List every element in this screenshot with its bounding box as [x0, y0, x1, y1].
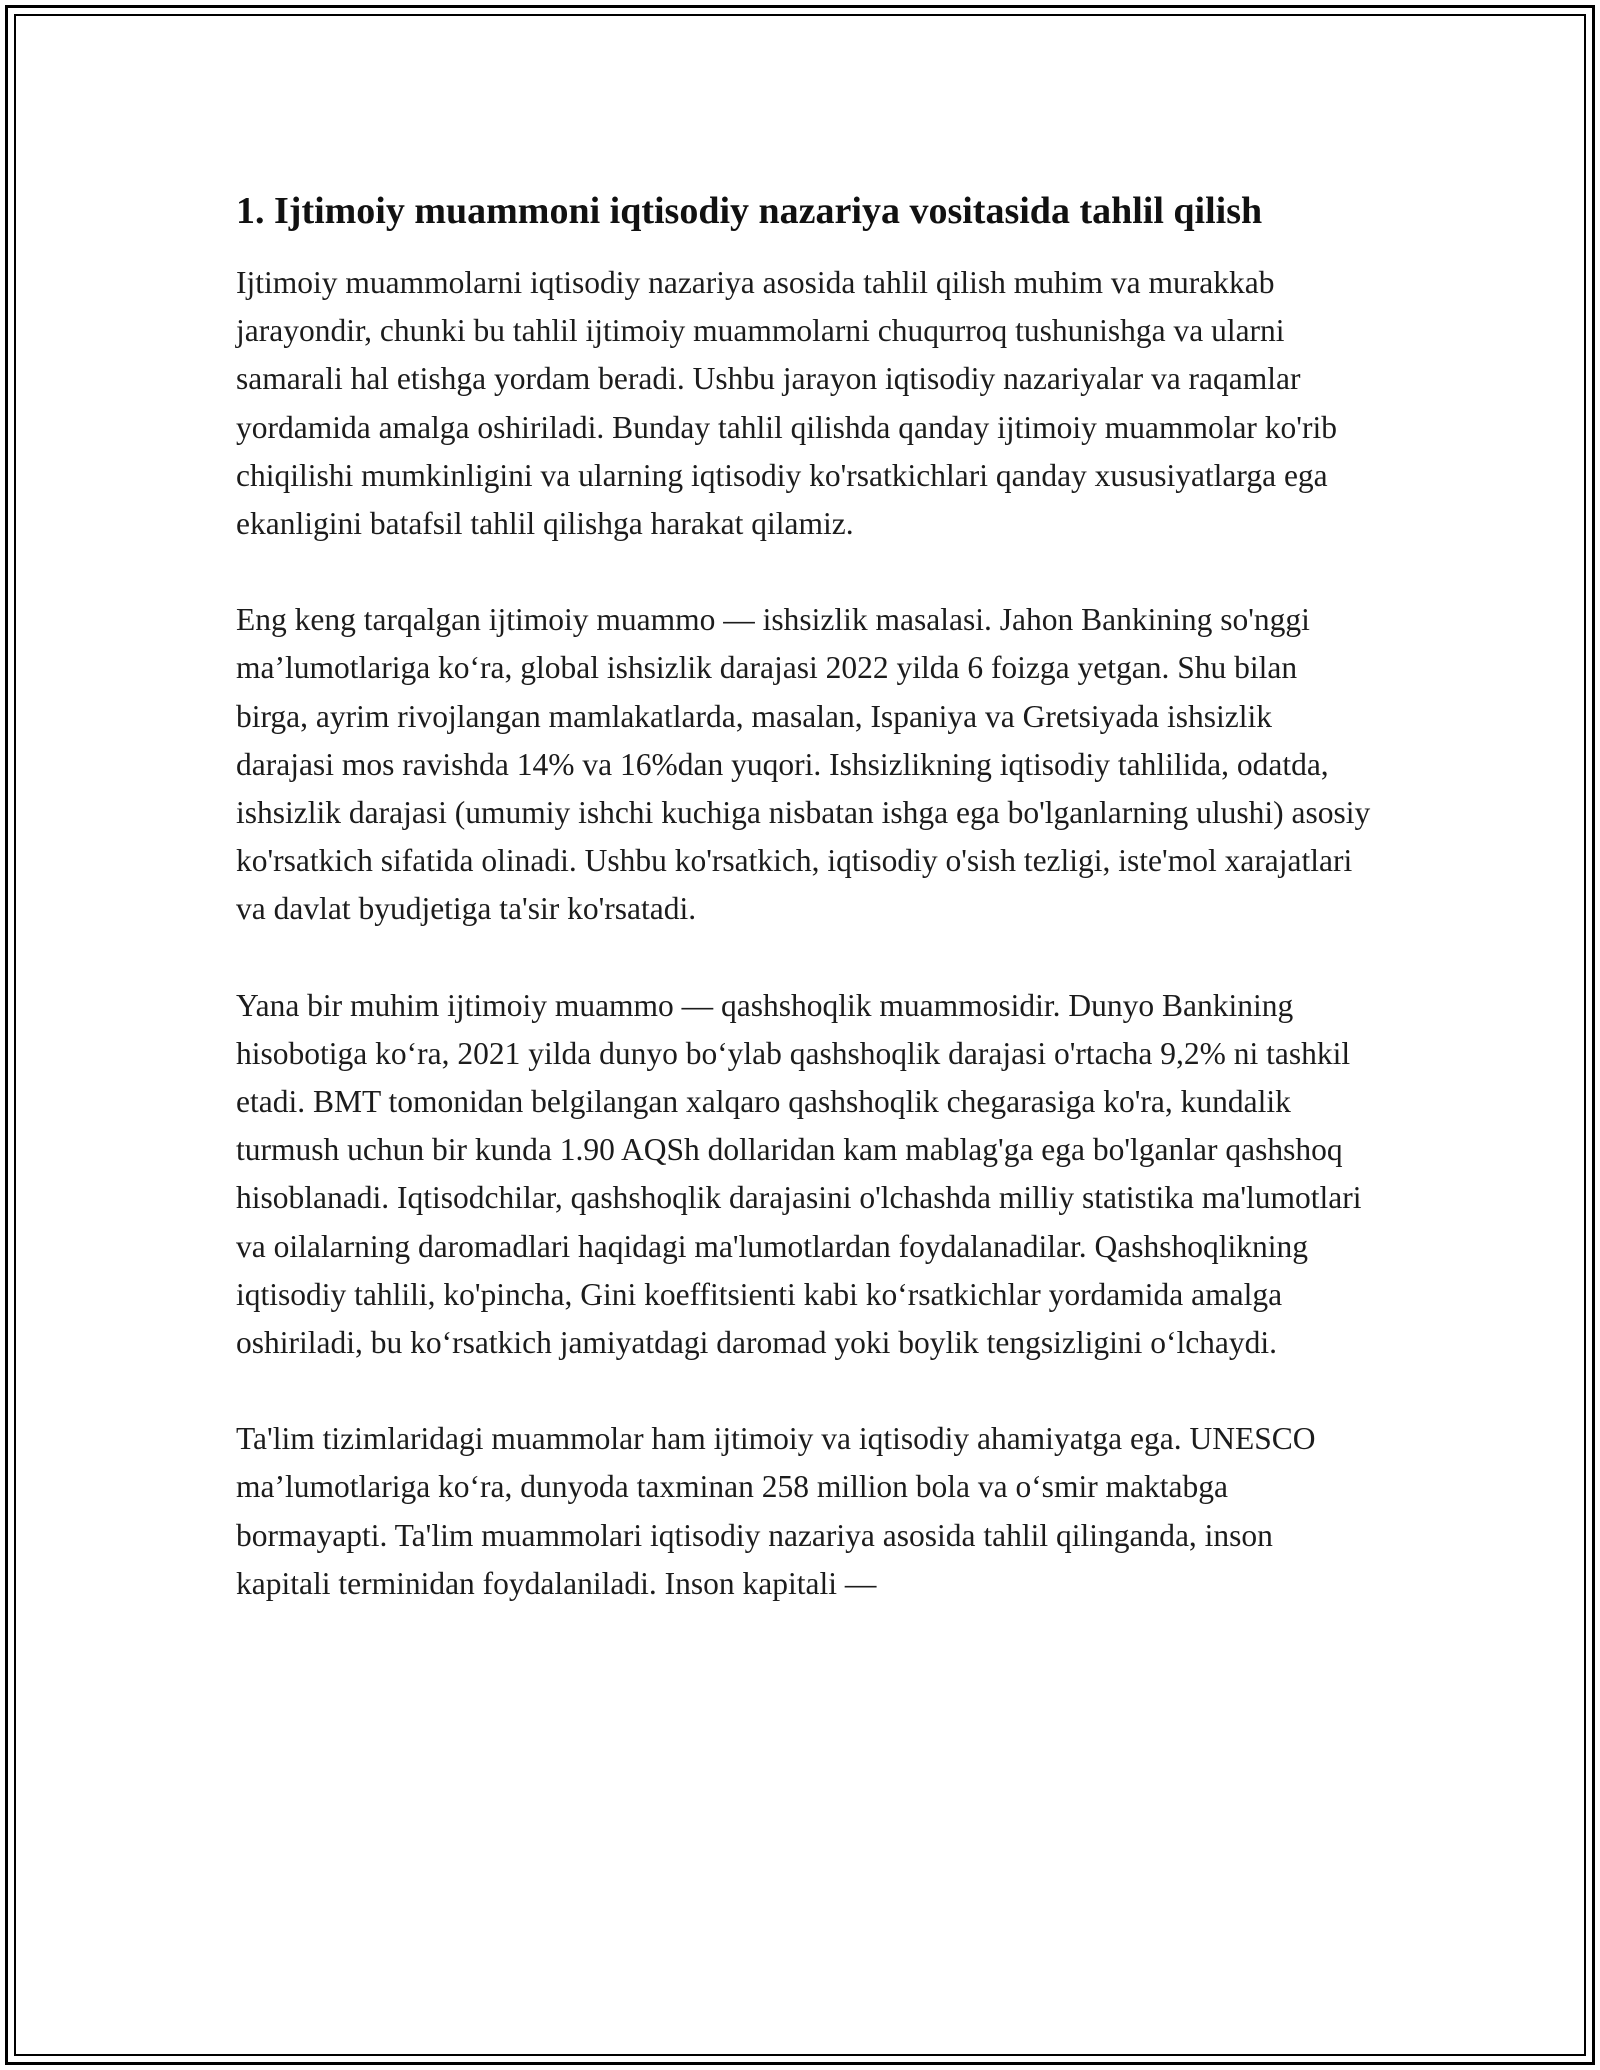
section-heading: 1. Ijtimoiy muammoni iqtisodiy nazariya vositasida tahlil qilish [236, 190, 1263, 232]
document-body [236, 184, 1372, 1656]
paragraph-unemployment: Eng keng tarqalgan ijtimoiy muammo — ishsizlik masalasi. Jahon Bankining so'nggi ma’lumotlariga ko‘ra, global ishsizlik darajasi 2022 yilda 6 foizga yetgan. Shu bilan birga, ayrim rivojlangan mamlakatlarda, masalan, Ispaniya va Gretsiyada ishsizlik darajasi mos ravishda 14% va 16%dan yuqori. Ishsizlikning iqtisodiy tahlilida, odatda, ishsizlik darajasi (umumiy ishchi kuchiga nisbatan ishga ega bo'lganlarning ulushi) asosiy ko'rsatkich sifatida olinadi. Ushbu ko'rsatkich, iqtisodiy o'sish tezligi, iste'mol xarajatlari va davlat byudjetiga ta'sir ko'rsatadi. [236, 602, 1371, 927]
paragraph-poverty: Yana bir muhim ijtimoiy muammo — qashshoqlik muammosidir. Dunyo Bankining hisobotiga ko‘ra, 2021 yilda dunyo bo‘ylab qashshoqlik darajasi o'rtacha 9,2% ni tashkil etadi. BMT tomonidan belgilangan xalqaro qashshoqlik chegarasiga ko'ra, kundalik turmush uchun bir kunda 1.90 AQSh dollaridan kam mablag'ga ega bo'lganlar qashshoq hisoblanadi. Iqtisodchilar, qashshoqlik darajasini o'lchashda milliy statistika ma'lumotlari va oilalarning daromadlari haqidagi ma'lumotlardan foydalanadilar. Qashshoqlikning iqtisodiy tahlili, ko'pincha, Gini koeffitsienti kabi ko‘rsatkichlar yordamida amalga oshiriladi, bu ko‘rsatkich jamiyatdagi daromad yoki boylik tengsizligini o‘lchaydi. [236, 987, 1362, 1361]
paragraph-education: Ta'lim tizimlaridagi muammolar ham ijtimoiy va iqtisodiy ahamiyatga ega. UNESCO ma’lumotlariga ko‘ra, dunyoda taxminan 258 million bola va o‘smir maktabga bormayapti. Ta'lim muammolari iqtisodiy nazariya asosida tahlil qilinganda, inson kapitali terminidan foydalaniladi. Inson kapitali — [236, 1421, 1316, 1601]
paragraph-intro: Ijtimoiy muammolarni iqtisodiy nazariya asosida tahlil qilish muhim va murakkab jarayondir, chunki bu tahlil ijtimoiy muammolarni chuqurroq tushunishga va ularni samarali hal etishga yordam beradi. Ushbu jarayon iqtisodiy nazariyalar va raqamlar yordamida amalga oshiriladi. Bunday tahlil qilishda qanday ijtimoiy muammolar ko'rib chiqilishi mumkinligini va ularning iqtisodiy ko'rsatkichlari qanday xususiyatlarga ega ekanligini batafsil tahlil qilishga harakat qilamiz. [236, 265, 1337, 542]
